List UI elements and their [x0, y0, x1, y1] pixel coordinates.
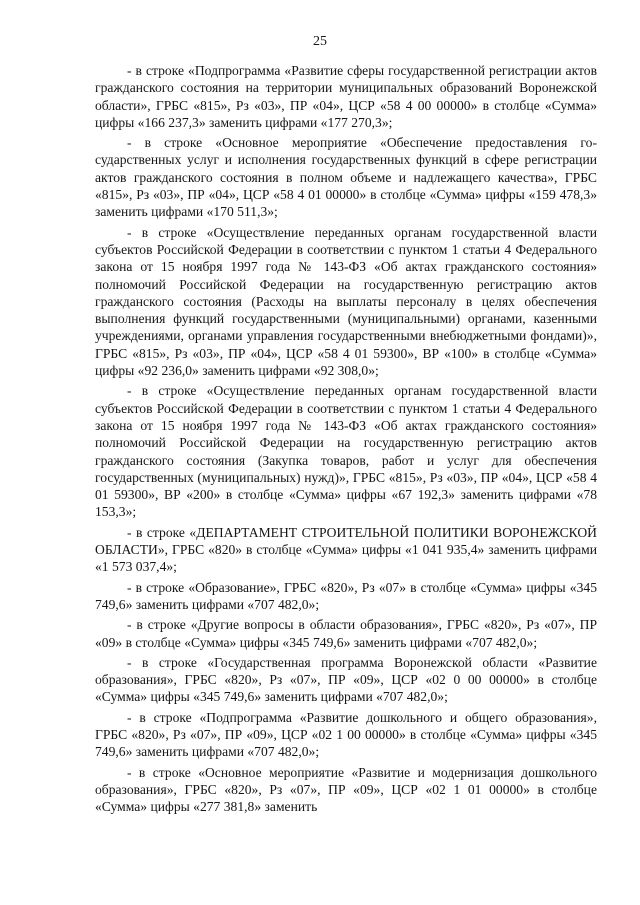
paragraph: - в строке «Другие вопросы в области образования», ГРБС «820», Рз «07», ПР «09» в столбце «Сумма» цифры «345 749,6» заменить цифрами «707 482,0»; — [95, 617, 597, 650]
paragraph: - в строке «Осуществление переданных органам государственной власти субъектов Российской Федерации в соответствии с пунктом 1 статьи 4 Федерального закона от 15 ноября 1997 года № 143-ФЗ «Об актах гражданского состояния» полномочий Российской Федерации на государственную регистрацию актов гражданского состояния (Закупка товаров, работ и услуг для обеспечения государственных (муниципальных) нужд)», ГРБС «815», Рз «03», ПР «04», ЦСР «58 4 01 59300», ВР «200» в столбце «Сумма» цифры «67 192,3» заменить цифрами «78 153,3»; — [95, 383, 597, 520]
page-number: 25 — [313, 34, 327, 49]
paragraph: - в строке «Образование», ГРБС «820», Рз «07» в столбце «Сумма» цифры «345 749,6» заменить цифрами «707 482,0»; — [95, 579, 597, 612]
paragraph: - в строке «Подпрограмма «Развитие дошкольного и общего образования», ГРБС «820», Рз «07», ПР «09», ЦСР «02 1 00 00000» в столбце «Сумма» цифры «345 749,6» заменить цифрами «707 482,0»; — [95, 709, 597, 760]
paragraph: - в строке «Осуществление переданных органам государственной власти субъектов Российской Федерации в соответствии с пунктом 1 статьи 4 Федерального закона от 15 ноября 1997 года № 143-ФЗ «Об актах гражданского состояния» полномочий Российской Федерации на государственную регистрацию актов гражданского состояния (Расходы на выплаты персоналу в целях обеспечения выполнения функций государственными (муниципальными) органами, казенными учреждениями, органами управления государственными внебюджетными фондами)», ГРБС «815», Рз «03», ПР «04», ЦСР «58 4 01 59300», ВР «100» в столбце «Сумма» цифры «92 236,0» заменить цифрами «92 308,0»; — [95, 224, 597, 379]
paragraph: - в строке «Подпрограмма «Развитие сферы государственной регистрации актов гражданского состояния на территории муниципальных образований Воронежской области», ГРБС «815», Рз «03», ПР «04», ЦСР «58 4 00 00000» в столбце «Сумма» цифры «166 237,3» заменить цифрами «177 270,3»; — [95, 63, 597, 130]
paragraph: - в строке «Основное мероприятие «Развитие и модернизация дошкольного образования», ГРБС «820», Рз «07», ПР «09», ЦСР «02 1 01 00000» в столбце «Сумма» цифры «277 381,8» заменить — [95, 764, 597, 815]
paragraph: - в строке «Основное мероприятие «Обеспечение предоставления государственных услуг и исполнения государственных функций в сфере регистрации актов гражданского состояния в полном объеме и надлежащего качества», ГРБС «815», Рз «03», ПР «04», ЦСР «58 4 01 00000» в столбце «Сумма» цифры «159 478,3» заменить цифрами «170 511,3»; — [95, 135, 597, 220]
paragraph: - в строке «Государственная программа Воронежской области «Развитие образования», ГРБС «820», Рз «07», ПР «09», ЦСР «02 0 00 00000» в столбце «Сумма» цифры «345 749,6» заменить цифрами «707 482,0»; — [95, 654, 597, 705]
document-body — [95, 62, 597, 818]
paragraph: - в строке «ДЕПАРТАМЕНТ СТРОИТЕЛЬНОЙ ПОЛИТИКИ ВОРОНЕЖСКОЙ ОБЛАСТИ», ГРБС «820» в столбце «Сумма» цифры «1 041 935,4» заменить цифрами «1 573 037,4»; — [95, 524, 597, 575]
